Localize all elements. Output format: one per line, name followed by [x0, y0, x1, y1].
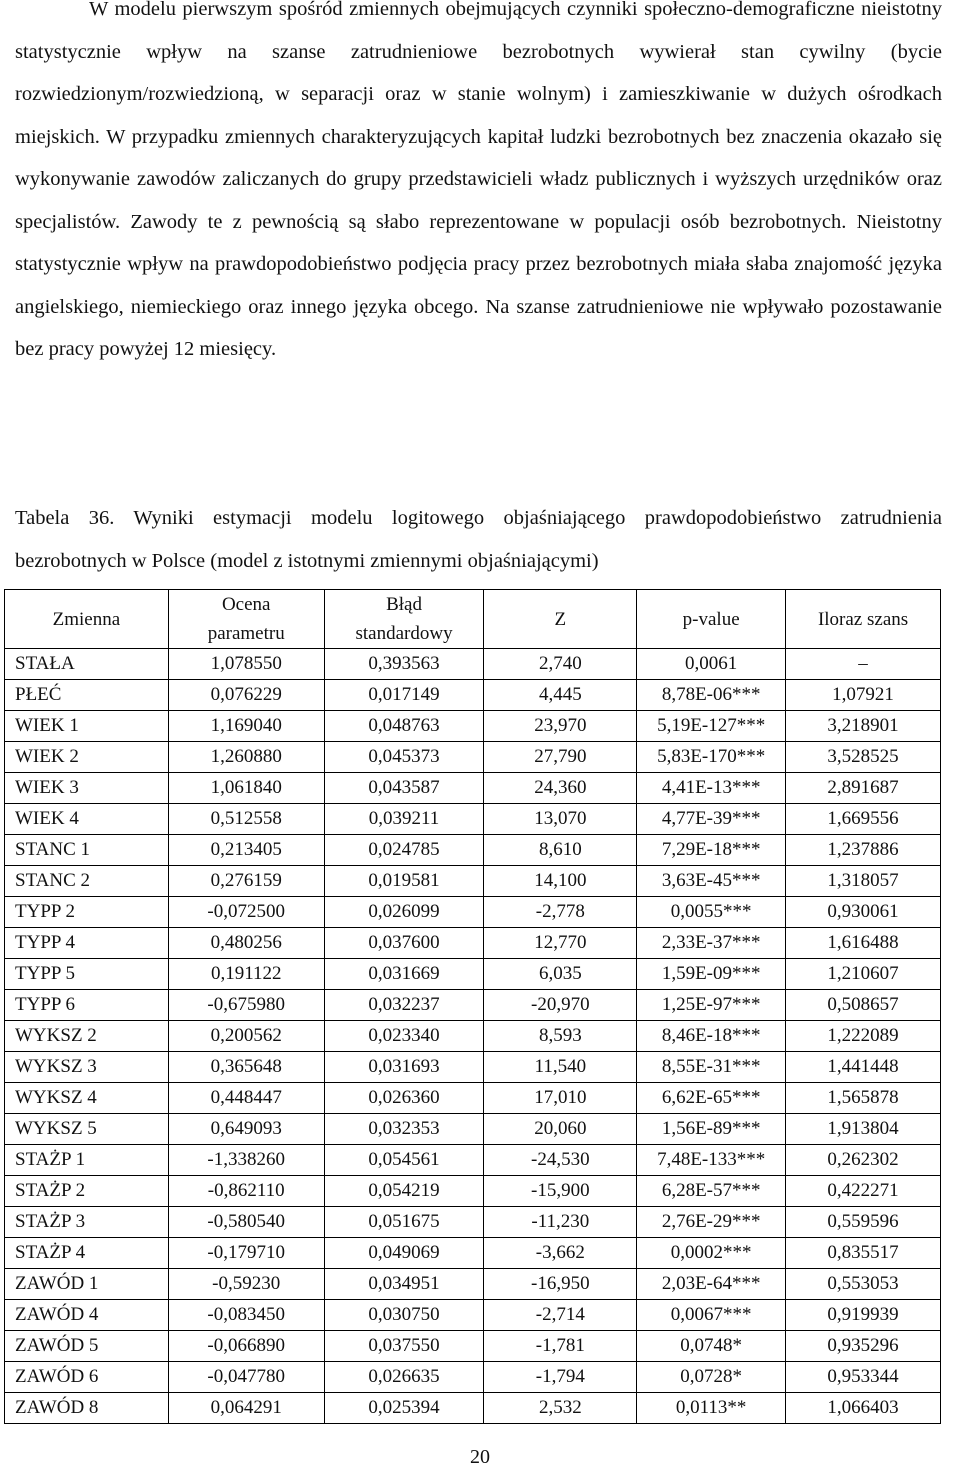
body-paragraph: W modelu pierwszym spośród zmiennych obejmujących czynniki społeczno-demograficzne nieistotny statystycznie wpływ na szanse zatrudnieniowe bezrobotnych wywierał stan cywilny (bycie rozwiedzionym/rozwiedzioną, w separacji oraz w stanie wolnym) i zamieszkiwanie w dużych ośrodkach miejskich. W przypadku zmiennych charakteryzujących kapitał ludzki bezrobotnych bez znaczenia okazało się wykonywanie zawodów zaliczanych do grupy przedstawicieli władz publicznych i wyższych urzędników oraz specjalistów. Zawody te z pewnością są słabo reprezentowane w populacji osób bezrobotnych. Nieistotny statystycznie wpływ na prawdopodobieństwo podjęcia pracy przez bezrobotnych miała słaba znajomość języka angielskiego, niemieckiego oraz innego języka obcego. Na szanse zatrudnieniowe nie wpływało pozostawanie bez pracy powyżej 12 miesięcy.: [15, 0, 942, 360]
cell-p-value: 7,48E-133***: [637, 1145, 786, 1176]
cell-z: -2,714: [484, 1300, 637, 1331]
cell-p-value: 4,41E-13***: [637, 773, 786, 804]
cell-p-value: 4,77E-39***: [637, 804, 786, 835]
cell-odds-ratio: 1,913804: [786, 1114, 941, 1145]
cell-std-error: 0,031669: [324, 959, 484, 990]
header-p-value: p-value: [637, 590, 786, 649]
header-ocena-line1: Ocena: [221, 594, 271, 615]
cell-estimate: 1,260880: [168, 742, 324, 773]
cell-z: -1,781: [484, 1331, 637, 1362]
cell-z: 6,035: [484, 959, 637, 990]
cell-estimate: 0,480256: [168, 928, 324, 959]
cell-odds-ratio: 1,210607: [786, 959, 941, 990]
cell-p-value: 0,0067***: [637, 1300, 786, 1331]
cell-estimate: 0,448447: [168, 1083, 324, 1114]
cell-z: 27,790: [484, 742, 637, 773]
cell-estimate: -0,066890: [168, 1331, 324, 1362]
cell-p-value: 7,29E-18***: [637, 835, 786, 866]
cell-z: 2,740: [484, 649, 637, 680]
cell-variable: TYPP 4: [5, 928, 169, 959]
cell-std-error: 0,017149: [324, 680, 484, 711]
table-row: [5, 1362, 941, 1393]
cell-z: -11,230: [484, 1207, 637, 1238]
cell-odds-ratio: 1,07921: [786, 680, 941, 711]
cell-estimate: -0,072500: [168, 897, 324, 928]
cell-estimate: -0,083450: [168, 1300, 324, 1331]
cell-odds-ratio: 2,891687: [786, 773, 941, 804]
cell-variable: TYPP 6: [5, 990, 169, 1021]
cell-estimate: -0,862110: [168, 1176, 324, 1207]
cell-p-value: 2,33E-37***: [637, 928, 786, 959]
cell-odds-ratio: 0,935296: [786, 1331, 941, 1362]
table-row: [5, 1300, 941, 1331]
cell-z: 8,593: [484, 1021, 637, 1052]
cell-estimate: -1,338260: [168, 1145, 324, 1176]
header-z: Z: [484, 590, 637, 649]
table-header-row: [5, 590, 941, 649]
cell-std-error: 0,032353: [324, 1114, 484, 1145]
cell-estimate: -0,179710: [168, 1238, 324, 1269]
cell-estimate: -0,59230: [168, 1269, 324, 1300]
cell-z: 13,070: [484, 804, 637, 835]
table-row: [5, 773, 941, 804]
cell-variable: TYPP 5: [5, 959, 169, 990]
table-row: [5, 1331, 941, 1362]
header-ocena-line2: parametru: [207, 623, 285, 644]
cell-variable: ZAWÓD 8: [5, 1393, 169, 1424]
cell-p-value: 1,25E-97***: [637, 990, 786, 1021]
cell-std-error: 0,025394: [324, 1393, 484, 1424]
cell-p-value: 6,62E-65***: [637, 1083, 786, 1114]
table-row: [5, 1207, 941, 1238]
cell-variable: STAŻP 3: [5, 1207, 169, 1238]
cell-p-value: 8,55E-31***: [637, 1052, 786, 1083]
cell-p-value: 2,76E-29***: [637, 1207, 786, 1238]
table-row: [5, 1269, 941, 1300]
cell-std-error: 0,037550: [324, 1331, 484, 1362]
cell-variable: WYKSZ 4: [5, 1083, 169, 1114]
cell-variable: STANC 2: [5, 866, 169, 897]
cell-z: 11,540: [484, 1052, 637, 1083]
cell-z: 4,445: [484, 680, 637, 711]
cell-odds-ratio: 0,919939: [786, 1300, 941, 1331]
cell-z: -24,530: [484, 1145, 637, 1176]
cell-estimate: 0,064291: [168, 1393, 324, 1424]
cell-p-value: 5,19E-127***: [637, 711, 786, 742]
cell-std-error: 0,019581: [324, 866, 484, 897]
cell-p-value: 1,59E-09***: [637, 959, 786, 990]
cell-std-error: 0,045373: [324, 742, 484, 773]
cell-std-error: 0,393563: [324, 649, 484, 680]
cell-estimate: -0,675980: [168, 990, 324, 1021]
header-zmienna: Zmienna: [5, 590, 169, 649]
header-blad-standardowy: [324, 590, 484, 649]
cell-p-value: 2,03E-64***: [637, 1269, 786, 1300]
cell-odds-ratio: 0,262302: [786, 1145, 941, 1176]
cell-z: -16,950: [484, 1269, 637, 1300]
cell-odds-ratio: 1,565878: [786, 1083, 941, 1114]
cell-odds-ratio: 1,318057: [786, 866, 941, 897]
cell-odds-ratio: 1,222089: [786, 1021, 941, 1052]
cell-std-error: 0,034951: [324, 1269, 484, 1300]
cell-odds-ratio: 1,441448: [786, 1052, 941, 1083]
cell-z: 17,010: [484, 1083, 637, 1114]
table-row: [5, 897, 941, 928]
cell-p-value: 6,28E-57***: [637, 1176, 786, 1207]
cell-variable: ZAWÓD 5: [5, 1331, 169, 1362]
cell-std-error: 0,051675: [324, 1207, 484, 1238]
cell-variable: WIEK 2: [5, 742, 169, 773]
cell-std-error: 0,024785: [324, 835, 484, 866]
cell-variable: ZAWÓD 4: [5, 1300, 169, 1331]
cell-odds-ratio: 0,508657: [786, 990, 941, 1021]
cell-std-error: 0,048763: [324, 711, 484, 742]
cell-z: -3,662: [484, 1238, 637, 1269]
table-row: [5, 835, 941, 866]
cell-estimate: 1,061840: [168, 773, 324, 804]
cell-odds-ratio: 0,559596: [786, 1207, 941, 1238]
cell-z: -15,900: [484, 1176, 637, 1207]
cell-estimate: 0,276159: [168, 866, 324, 897]
cell-odds-ratio: –: [786, 649, 941, 680]
table-caption: Tabela 36. Wyniki estymacji modelu logitowego objaśniającego prawdopodobieństwo zatrudnienia bezrobotnych w Polsce (model z istotnymi zmiennymi objaśniającymi): [15, 507, 942, 572]
cell-p-value: 8,78E-06***: [637, 680, 786, 711]
cell-z: 24,360: [484, 773, 637, 804]
cell-z: -2,778: [484, 897, 637, 928]
cell-estimate: 0,191122: [168, 959, 324, 990]
cell-std-error: 0,026360: [324, 1083, 484, 1114]
header-ocena-parametru: [168, 590, 324, 649]
table-row: [5, 1052, 941, 1083]
cell-estimate: 0,200562: [168, 1021, 324, 1052]
cell-variable: WIEK 1: [5, 711, 169, 742]
cell-estimate: 0,213405: [168, 835, 324, 866]
header-blad-line2: standardowy: [355, 623, 453, 644]
cell-variable: WYKSZ 5: [5, 1114, 169, 1145]
cell-estimate: 0,365648: [168, 1052, 324, 1083]
cell-std-error: 0,054219: [324, 1176, 484, 1207]
cell-p-value: 1,56E-89***: [637, 1114, 786, 1145]
cell-estimate: -0,047780: [168, 1362, 324, 1393]
table-body: [5, 649, 941, 1424]
cell-p-value: 0,0748*: [637, 1331, 786, 1362]
cell-variable: PŁEĆ: [5, 680, 169, 711]
cell-z: 12,770: [484, 928, 637, 959]
header-blad-line1: Błąd: [386, 594, 422, 615]
cell-p-value: 0,0055***: [637, 897, 786, 928]
cell-estimate: 0,076229: [168, 680, 324, 711]
cell-estimate: 0,649093: [168, 1114, 324, 1145]
cell-p-value: 0,0002***: [637, 1238, 786, 1269]
table-row: [5, 1114, 941, 1145]
cell-odds-ratio: 1,669556: [786, 804, 941, 835]
cell-odds-ratio: 0,422271: [786, 1176, 941, 1207]
cell-p-value: 8,46E-18***: [637, 1021, 786, 1052]
cell-z: 14,100: [484, 866, 637, 897]
cell-odds-ratio: 0,553053: [786, 1269, 941, 1300]
cell-p-value: 3,63E-45***: [637, 866, 786, 897]
cell-p-value: 0,0113**: [637, 1393, 786, 1424]
cell-odds-ratio: 1,616488: [786, 928, 941, 959]
table-row: [5, 959, 941, 990]
table-row: [5, 711, 941, 742]
cell-std-error: 0,031693: [324, 1052, 484, 1083]
table-row: [5, 1021, 941, 1052]
cell-z: 8,610: [484, 835, 637, 866]
cell-std-error: 0,026635: [324, 1362, 484, 1393]
cell-z: -20,970: [484, 990, 637, 1021]
cell-odds-ratio: 0,835517: [786, 1238, 941, 1269]
cell-odds-ratio: 0,953344: [786, 1362, 941, 1393]
table-row: [5, 1176, 941, 1207]
cell-variable: WIEK 3: [5, 773, 169, 804]
cell-z: 20,060: [484, 1114, 637, 1145]
cell-odds-ratio: 3,218901: [786, 711, 941, 742]
table-row: [5, 1393, 941, 1424]
cell-variable: ZAWÓD 6: [5, 1362, 169, 1393]
cell-std-error: 0,049069: [324, 1238, 484, 1269]
cell-odds-ratio: 1,066403: [786, 1393, 941, 1424]
cell-z: 23,970: [484, 711, 637, 742]
header-iloraz-szans: Iloraz szans: [786, 590, 941, 649]
cell-std-error: 0,023340: [324, 1021, 484, 1052]
cell-variable: STANC 1: [5, 835, 169, 866]
cell-std-error: 0,039211: [324, 804, 484, 835]
cell-estimate: 0,512558: [168, 804, 324, 835]
table-row: [5, 866, 941, 897]
cell-variable: STAŻP 2: [5, 1176, 169, 1207]
cell-variable: ZAWÓD 1: [5, 1269, 169, 1300]
cell-p-value: 0,0061: [637, 649, 786, 680]
page-number: 20: [470, 1446, 490, 1468]
cell-odds-ratio: 0,930061: [786, 897, 941, 928]
cell-std-error: 0,030750: [324, 1300, 484, 1331]
cell-p-value: 5,83E-170***: [637, 742, 786, 773]
table-row: [5, 649, 941, 680]
table-row: [5, 990, 941, 1021]
cell-variable: STAŁA: [5, 649, 169, 680]
cell-z: 2,532: [484, 1393, 637, 1424]
table-row: [5, 1145, 941, 1176]
cell-p-value: 0,0728*: [637, 1362, 786, 1393]
cell-variable: WIEK 4: [5, 804, 169, 835]
cell-variable: STAŻP 1: [5, 1145, 169, 1176]
table-row: [5, 680, 941, 711]
cell-odds-ratio: 1,237886: [786, 835, 941, 866]
cell-variable: TYPP 2: [5, 897, 169, 928]
estimation-results-table: [4, 589, 941, 1424]
table-row: [5, 1238, 941, 1269]
table-row: [5, 804, 941, 835]
table-row: [5, 1083, 941, 1114]
cell-std-error: 0,037600: [324, 928, 484, 959]
cell-variable: WYKSZ 3: [5, 1052, 169, 1083]
cell-estimate: 1,078550: [168, 649, 324, 680]
cell-odds-ratio: 3,528525: [786, 742, 941, 773]
cell-std-error: 0,043587: [324, 773, 484, 804]
cell-std-error: 0,032237: [324, 990, 484, 1021]
cell-std-error: 0,054561: [324, 1145, 484, 1176]
cell-z: -1,794: [484, 1362, 637, 1393]
cell-estimate: 1,169040: [168, 711, 324, 742]
cell-variable: WYKSZ 2: [5, 1021, 169, 1052]
cell-estimate: -0,580540: [168, 1207, 324, 1238]
table-row: [5, 742, 941, 773]
table-row: [5, 928, 941, 959]
cell-variable: STAŻP 4: [5, 1238, 169, 1269]
cell-std-error: 0,026099: [324, 897, 484, 928]
